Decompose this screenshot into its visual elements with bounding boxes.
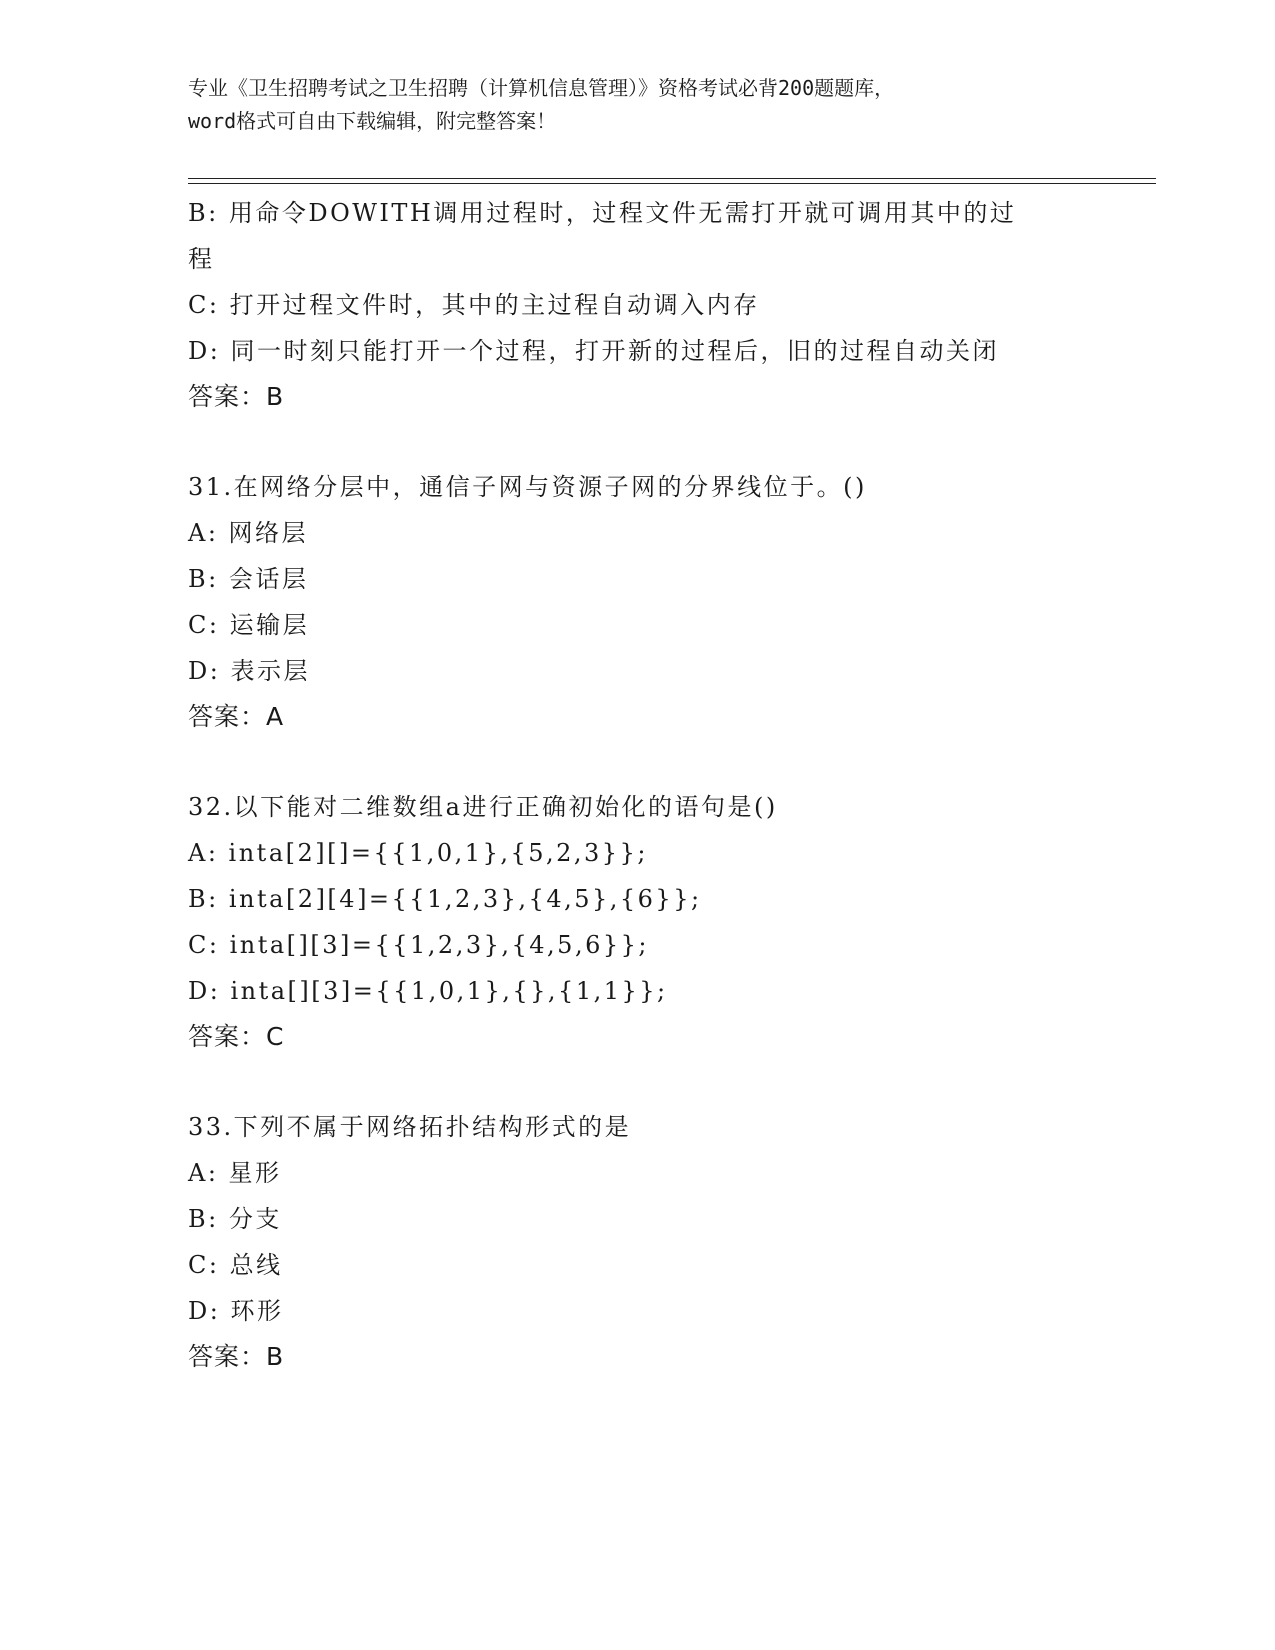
option-b: B: 用命令DOWITH调用过程时，过程文件无需打开就可调用其中的过 bbox=[188, 199, 1017, 227]
option-b: B: inta[2][4]={{1,2,3},{4,5},{6}}; bbox=[188, 885, 702, 913]
option-c: C: 运输层 bbox=[188, 611, 310, 639]
question-stem: 32.以下能对二维数组a进行正确初始化的语句是() bbox=[188, 793, 778, 821]
option-b: B: 分支 bbox=[188, 1205, 282, 1233]
question-stem: 31.在网络分层中，通信子网与资源子网的分界线位于。() bbox=[188, 473, 867, 501]
answer: 答案：C bbox=[188, 1022, 285, 1051]
spacer bbox=[188, 1060, 1088, 1104]
option-b: B: 会话层 bbox=[188, 565, 309, 593]
question-33 bbox=[188, 1104, 1088, 1380]
option-c: C: 打开过程文件时，其中的主过程自动调入内存 bbox=[188, 291, 760, 319]
header-line-1: 专业《卫生招聘考试之卫生招聘（计算机信息管理）》资格考试必背200题题库， bbox=[188, 76, 895, 100]
option-a: A: 网络层 bbox=[188, 519, 309, 547]
question-30-tail bbox=[188, 190, 1088, 420]
option-d: D: 环形 bbox=[188, 1297, 284, 1325]
answer: 答案：B bbox=[188, 382, 285, 411]
header-divider-bottom bbox=[188, 183, 1156, 184]
spacer bbox=[188, 740, 1088, 784]
option-a: A: inta[2][]={{1,0,1},{5,2,3}}; bbox=[188, 839, 648, 867]
option-c: C: 总线 bbox=[188, 1251, 283, 1279]
question-32 bbox=[188, 784, 1088, 1060]
option-d: D: 表示层 bbox=[188, 657, 310, 685]
document-header bbox=[188, 72, 1088, 138]
option-d: D: 同一时刻只能打开一个过程，打开新的过程后，旧的过程自动关闭 bbox=[188, 337, 999, 365]
option-a: A: 星形 bbox=[188, 1159, 282, 1187]
question-stem: 33.下列不属于网络拓扑结构形式的是 bbox=[188, 1113, 632, 1141]
question-list bbox=[188, 190, 1088, 1380]
question-31 bbox=[188, 464, 1088, 740]
header-divider-top bbox=[188, 178, 1156, 179]
option-c: C: inta[][3]={{1,2,3},{4,5,6}}; bbox=[188, 931, 649, 959]
header-line-2: word格式可自由下载编辑，附完整答案！ bbox=[188, 109, 557, 133]
option-d: D: inta[][3]={{1,0,1},{},{1,1}}; bbox=[188, 977, 668, 1005]
spacer bbox=[188, 420, 1088, 464]
answer: 答案：B bbox=[188, 1342, 285, 1371]
answer: 答案：A bbox=[188, 702, 285, 731]
option-b-continued: 程 bbox=[188, 245, 215, 273]
